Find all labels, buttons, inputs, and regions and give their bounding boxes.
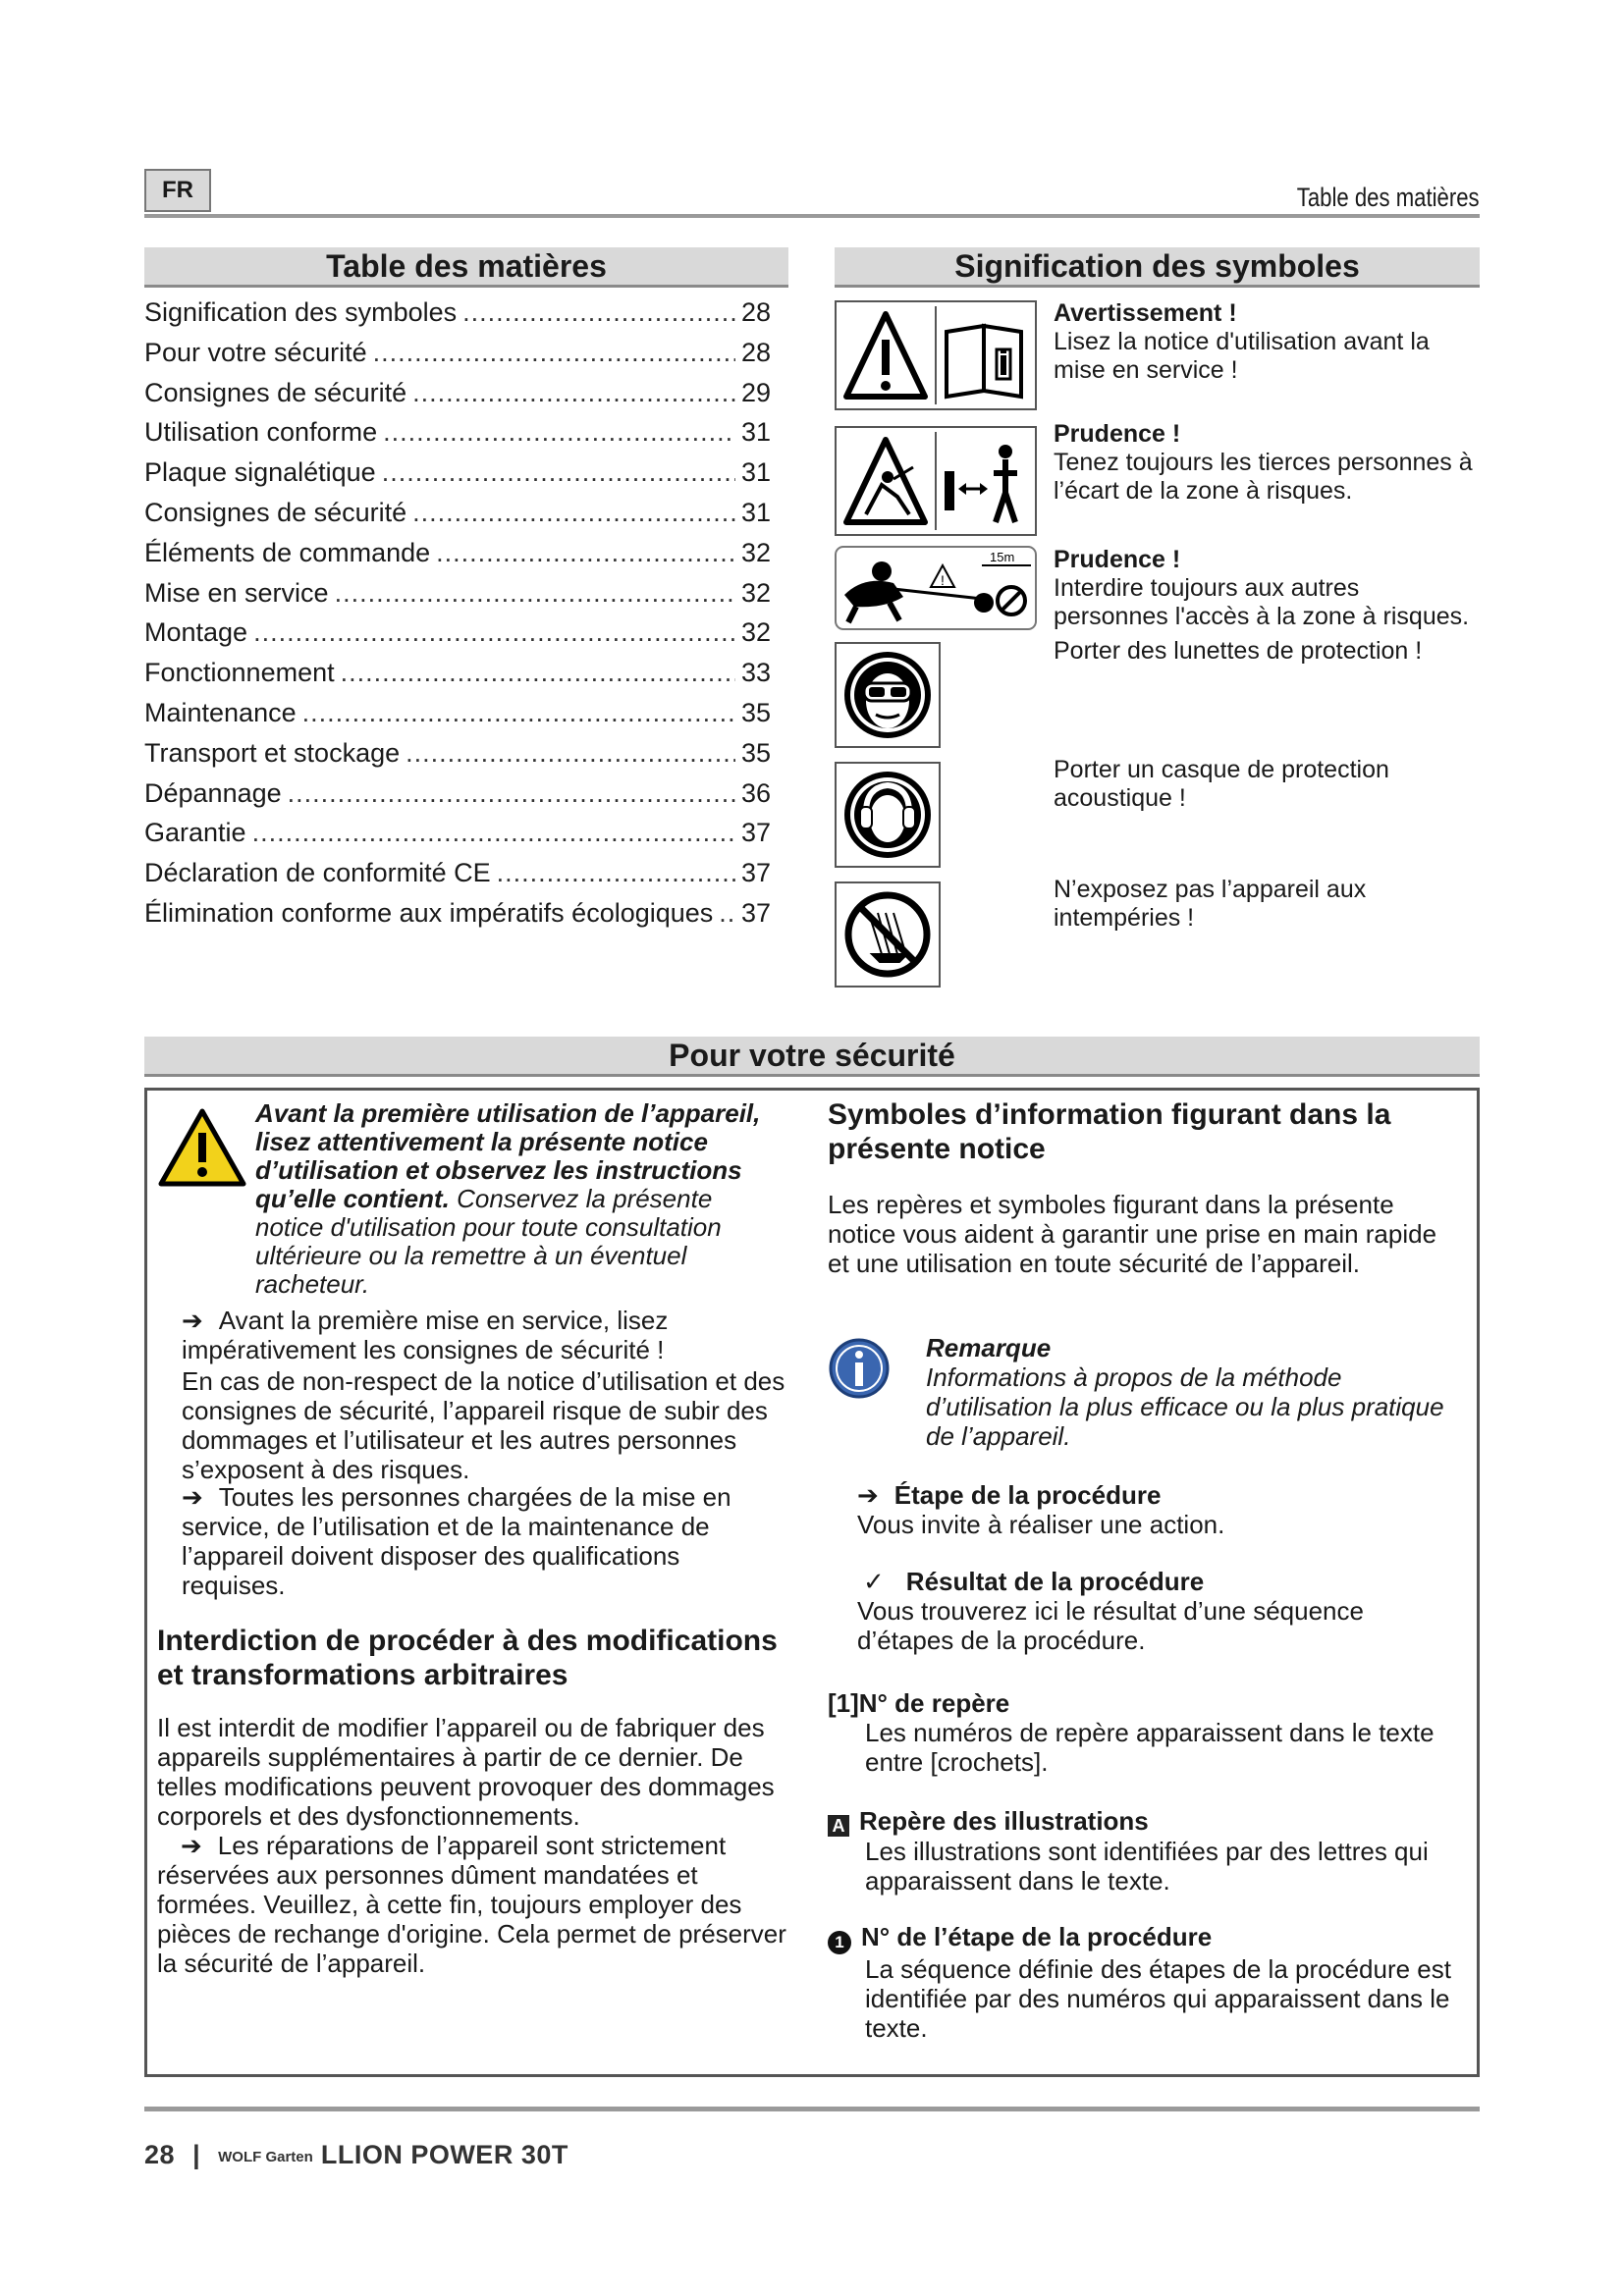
toc-leader-dots <box>412 498 735 528</box>
toc-heading: Table des matières <box>144 247 788 288</box>
toc-entry[interactable] <box>144 417 771 457</box>
toc-entry-page: 28 <box>740 337 771 367</box>
toc-entry-page: 35 <box>740 697 771 727</box>
toc-entry[interactable] <box>144 297 771 338</box>
toc-leader-dots <box>341 658 735 688</box>
toc-leader-dots <box>302 698 735 728</box>
toc-entry-page: 31 <box>740 417 771 448</box>
page-number: 28 <box>144 2140 176 2169</box>
toc-leader-dots <box>335 578 735 609</box>
toc-entry-page: 32 <box>740 537 771 567</box>
toc-entry[interactable] <box>144 698 771 738</box>
toc-entry[interactable] <box>144 538 771 578</box>
toc-entry[interactable] <box>144 658 771 698</box>
toc-leader-dots <box>288 778 735 809</box>
toc-entry-page: 36 <box>740 777 771 808</box>
symbol-desc-5: Porter un casque de protection acoustique ! <box>1054 756 1389 812</box>
toc-entry-label: Mise en service <box>144 577 329 608</box>
step-number-legend: 1 N° de l’étape de la procédure La séquence définie des étapes de la procédure est identifiée par des numéros qui apparaissent dans le texte. <box>828 1922 1456 2043</box>
svg-text:15m: 15m <box>990 550 1015 564</box>
toc-entry-page: 32 <box>740 577 771 608</box>
distance-symbol <box>835 426 1037 536</box>
brand-logo: WOLF Garten <box>218 2149 313 2165</box>
toc-entry-label: Fonctionnement <box>144 658 335 688</box>
toc-leader-dots <box>462 297 735 328</box>
warning-manual-symbol <box>835 300 1037 410</box>
toc-entry-page: 28 <box>740 297 771 327</box>
procedure-step-legend: ➔ Étape de la procédure Vous invite à réaliser une action. <box>857 1480 1225 1539</box>
symbol-desc-1: Avertissement ! Lisez la notice d'utilisation avant la mise en service ! <box>1054 299 1430 384</box>
illustration-legend: A Repère des illustrations Les illustrations sont identifiées par des lettres qui apparaissent dans le texte. <box>828 1806 1456 1896</box>
safety-step-2: ➔ Toutes les personnes chargées de la mise en service, de l’utilisation et de la maintenance de l’appareil doivent disposer des qualifications requises. <box>182 1482 731 1600</box>
toc-entry-label: Montage <box>144 617 248 648</box>
toc-entry[interactable] <box>144 378 771 418</box>
toc-list <box>144 297 771 938</box>
toc-entry-page: 33 <box>740 658 771 688</box>
ear-protection-symbol <box>835 762 941 868</box>
toc-leader-dots <box>383 417 735 448</box>
person-icon <box>999 445 1012 458</box>
toc-entry-label: Maintenance <box>144 697 297 727</box>
modifications-step: ➔ Les réparations de l’appareil sont strictement réservées aux personnes dûment mandatées et formées. Veuillez, à cette fin, toujours employer des pièces de rechange d'origine. Cela permet de préserver la sécurité de l’appareil. <box>157 1831 786 1978</box>
goggles-symbol <box>835 642 941 748</box>
header-rule <box>144 214 1480 218</box>
toc-entry-label: Utilisation conforme <box>144 417 378 448</box>
step-number-icon: 1 <box>828 1931 851 1954</box>
toc-entry-page: 29 <box>740 377 771 407</box>
toc-entry-page: 37 <box>740 858 771 888</box>
procedure-result-legend: ✓ Résultat de la procédure Vous trouverez ici le résultat d’une séquence d’étapes de la procédure. <box>857 1567 1364 1655</box>
toc-leader-dots <box>252 818 735 848</box>
toc-entry[interactable] <box>144 578 771 618</box>
toc-entry-page: 32 <box>740 617 771 648</box>
illustration-marker-icon: A <box>828 1815 849 1837</box>
footer-rule <box>144 2107 1480 2111</box>
toc-entry[interactable] <box>144 778 771 819</box>
info-icon <box>828 1337 891 1400</box>
safety-paragraph-1: En cas de non-respect de la notice d’utilisation et des consignes de sécurité, l’appareil risque de subir des dommages et l’utilisateur et les autres personnes s’exposent à des risques. <box>182 1366 785 1484</box>
warning-triangle-icon <box>157 1107 247 1188</box>
toc-leader-dots <box>412 378 735 408</box>
toc-entry[interactable] <box>144 858 771 898</box>
toc-leader-dots <box>497 858 735 888</box>
toc-leader-dots <box>253 617 735 648</box>
toc-entry-label: Dépannage <box>144 777 282 808</box>
toc-entry[interactable] <box>144 818 771 858</box>
reference-number-legend: [1]N° de repère Les numéros de repère apparaissent dans le texte entre [crochets]. <box>828 1688 1435 1777</box>
manual-book-icon <box>947 326 1021 397</box>
toc-leader-dots <box>373 338 735 368</box>
toc-leader-dots <box>406 738 735 769</box>
toc-leader-dots <box>382 457 735 488</box>
toc-entry[interactable] <box>144 738 771 778</box>
svg-text:!: ! <box>941 572 945 588</box>
toc-entry-label: Transport et stockage <box>144 737 401 768</box>
toc-entry-label: Éléments de commande <box>144 537 431 567</box>
symbols-heading: Signification des symboles <box>835 247 1480 288</box>
toc-entry-page: 31 <box>740 457 771 488</box>
toc-entry-label: Plaque signalétique <box>144 457 376 488</box>
footer: 28 | WOLF Garten LLION POWER 30T <box>144 2140 568 2169</box>
toc-entry[interactable] <box>144 338 771 378</box>
modifications-heading: Interdiction de procéder à des modifications et transformations arbitraires <box>157 1625 778 1691</box>
toc-entry[interactable] <box>144 898 771 938</box>
toc-entry[interactable] <box>144 617 771 658</box>
model-name: LLION POWER 30T <box>320 2140 568 2169</box>
toc-leader-dots <box>436 538 735 568</box>
toc-entry-label: Élimination conforme aux impératifs écologiques <box>144 897 714 928</box>
note-block: Remarque Informations à propos de la méthode d’utilisation la plus efficace ou la plus pratique de l’appareil. <box>926 1333 1444 1451</box>
running-header: Table des matières <box>1297 183 1480 212</box>
no-rain-symbol <box>835 881 941 988</box>
toc-leader-dots <box>719 898 735 929</box>
warning-text: Avant la première utilisation de l’appareil, lisez attentivement la présente notice d’utilisation et observez les instructions qu’elle contient. Conservez la présente notice d'utilisation pour toute consultation ultérieure ou la remettre à un éventuel racheteur. <box>255 1098 761 1299</box>
toc-entry[interactable] <box>144 457 771 498</box>
check-icon: ✓ <box>863 1567 885 1596</box>
toc-entry-page: 37 <box>740 897 771 928</box>
toc-entry-label: Déclaration de conformité CE <box>144 858 491 888</box>
toc-entry-page: 35 <box>740 737 771 768</box>
toc-entry-page: 37 <box>740 818 771 848</box>
symbol-desc-6: N’exposez pas l’appareil aux intempéries ! <box>1054 876 1367 932</box>
info-symbols-heading: Symboles d’information figurant dans la présente notice <box>828 1098 1391 1165</box>
bystander-zone-symbol <box>835 546 1037 630</box>
safety-step-1: ➔ Avant la première mise en service, lisez impérativement les consignes de sécurité ! <box>182 1306 669 1364</box>
modifications-text: Il est interdit de modifier l’appareil ou de fabriquer des appareils supplémentaires à partir de ce dernier. De telles modifications peuvent provoquer des dommages corporels et des dysfonctionnements. <box>157 1713 775 1831</box>
toc-entry-label: Pour votre sécurité <box>144 337 367 367</box>
toc-entry-label: Signification des symboles <box>144 297 458 327</box>
symbol-desc-2: Prudence ! Tenez toujours les tierces personnes à l’écart de la zone à risques. <box>1054 420 1473 505</box>
toc-entry-label: Garantie <box>144 818 246 848</box>
info-symbols-text: Les repères et symboles figurant dans la présente notice vous aident à garantir une prise en main rapide et une utilisation en toute sécurité de l’appareil. <box>828 1190 1437 1278</box>
language-badge: FR <box>144 169 211 212</box>
toc-entry[interactable] <box>144 498 771 538</box>
symbol-desc-3: Prudence ! Interdire toujours aux autres personnes l'accès à la zone à risques. Porter des lunettes de protection ! <box>1054 546 1470 665</box>
safety-heading: Pour votre sécurité <box>144 1037 1480 1077</box>
toc-entry-label: Consignes de sécurité <box>144 497 407 527</box>
toc-entry-label: Consignes de sécurité <box>144 377 407 407</box>
toc-entry-page: 31 <box>740 497 771 527</box>
